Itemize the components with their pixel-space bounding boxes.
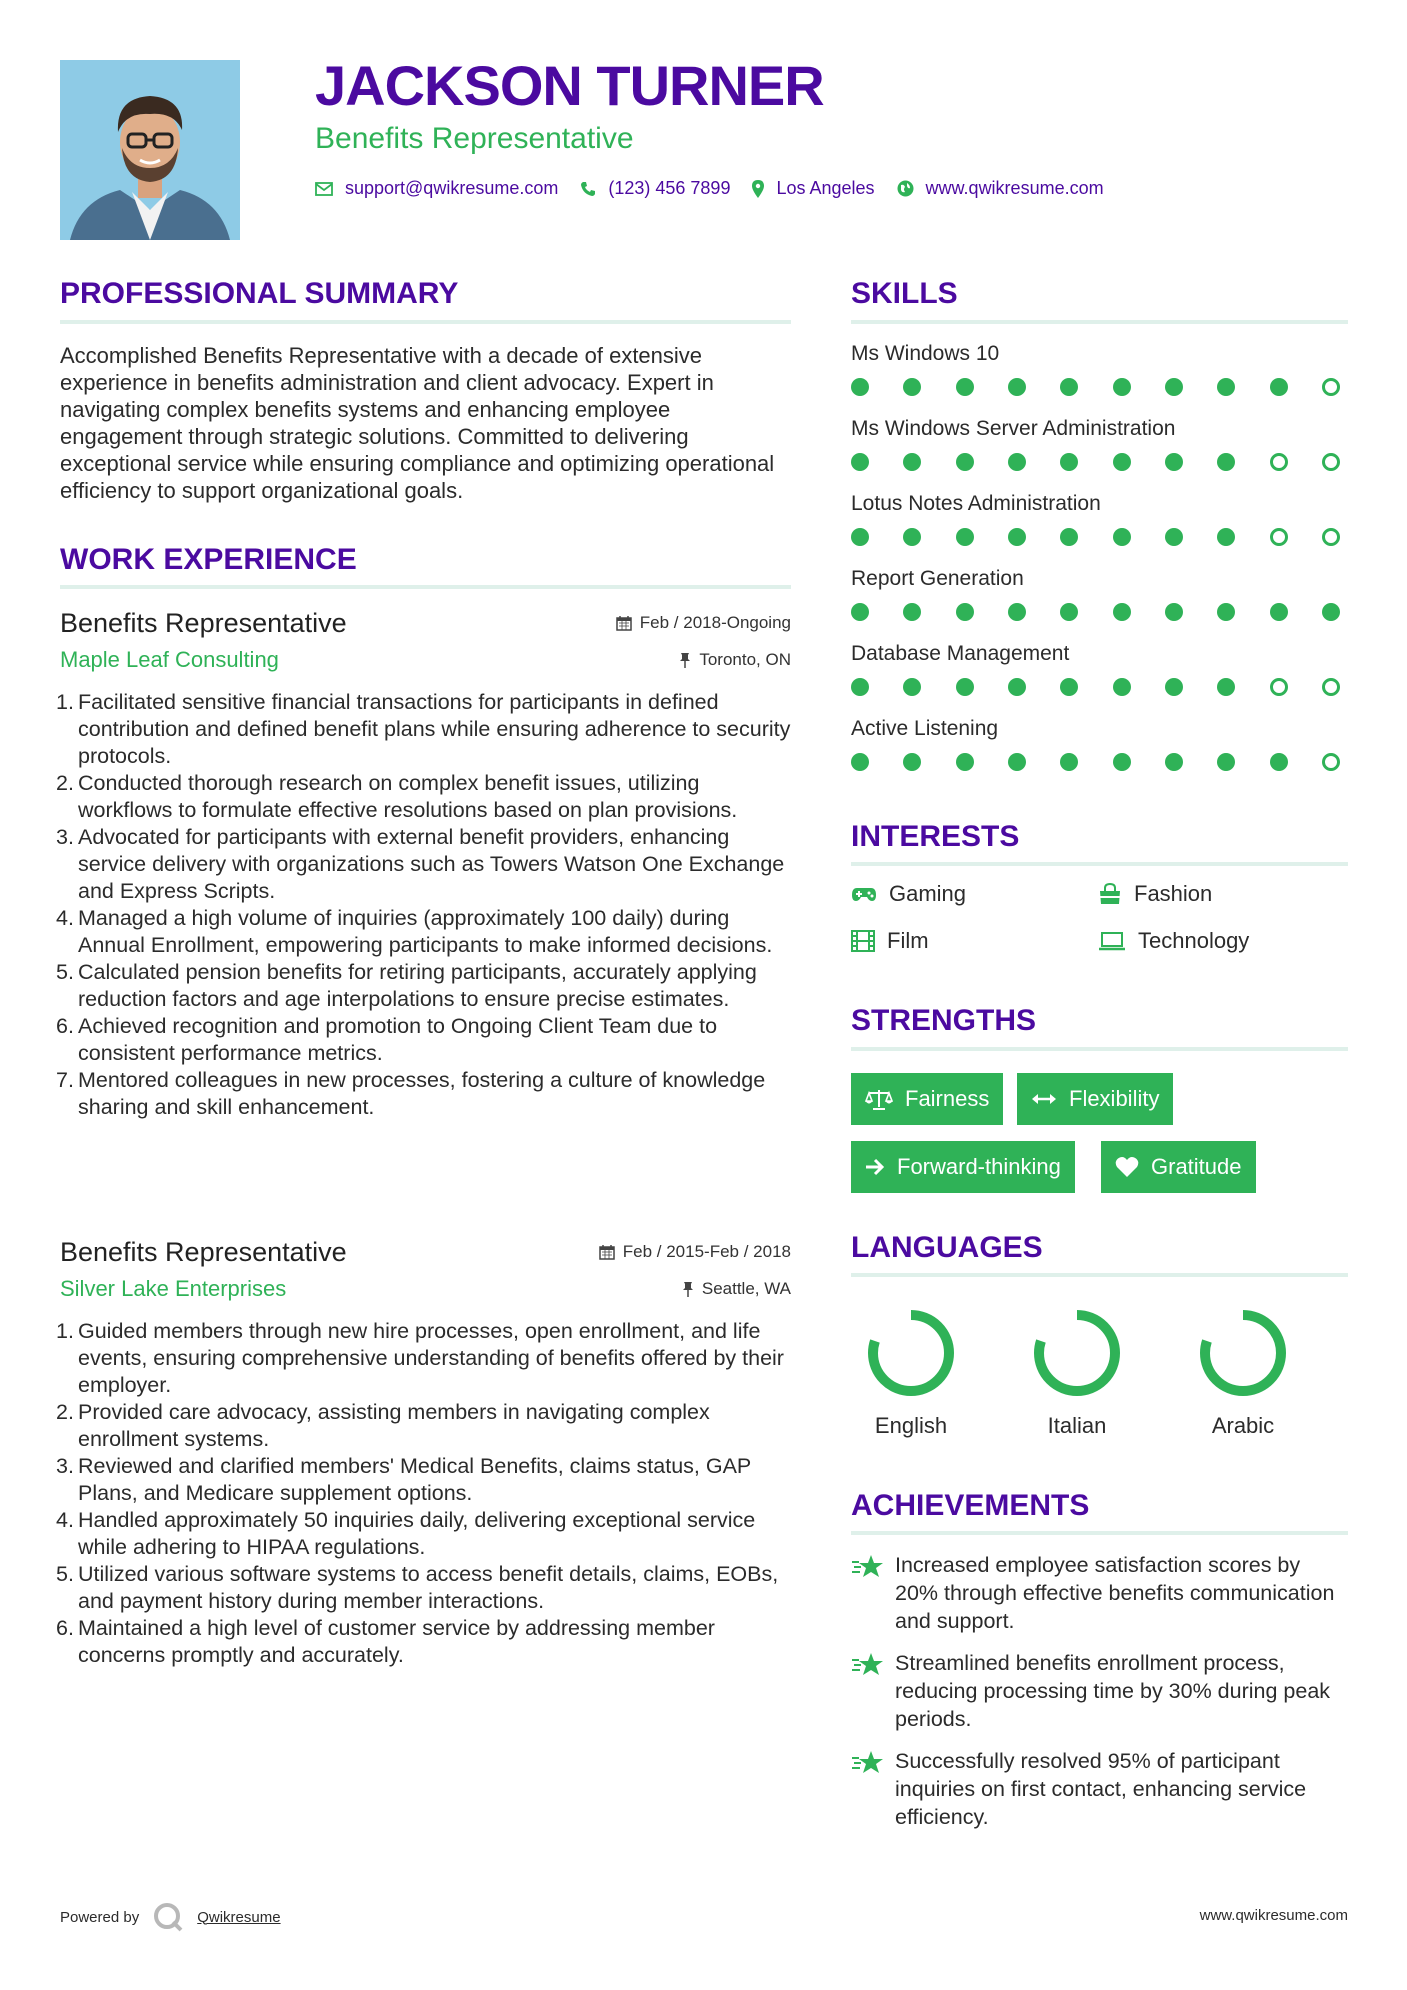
interest-item bbox=[1098, 881, 1212, 907]
skill-item bbox=[851, 417, 1348, 492]
skill-dot-filled bbox=[1270, 753, 1288, 771]
skill-rating bbox=[851, 453, 1340, 471]
strengths-heading: STRENGTHS bbox=[851, 1004, 1037, 1037]
contact-website[interactable] bbox=[897, 178, 1104, 199]
achievement-text: Increased employee satisfaction scores by 20% through effective benefits communication and support. bbox=[895, 1553, 1335, 1633]
job-bullet: 7. Mentored colleagues in new processes, fostering a culture of knowledge sharing and skill enhancement. bbox=[56, 1068, 766, 1119]
skill-dot-filled bbox=[956, 678, 974, 696]
pushpin-icon bbox=[679, 652, 691, 668]
skill-dot-filled bbox=[956, 528, 974, 546]
job-bullet: 1. Guided members through new hire processes, open enrollment, and life events, ensuring comprehensive understanding of benefits offered by their employer. bbox=[56, 1319, 784, 1397]
job-dates-text: Feb / 2018-Ongoing bbox=[639, 613, 791, 632]
interest-label: Gaming bbox=[889, 881, 967, 906]
contact-bar bbox=[315, 178, 1126, 199]
skill-item bbox=[851, 342, 1348, 417]
language-name: English bbox=[874, 1413, 948, 1438]
skill-name: Active Listening bbox=[851, 717, 999, 740]
candidate-title: Benefits Representative bbox=[315, 122, 634, 155]
contact-email[interactable] bbox=[315, 178, 558, 199]
skill-dot-filled bbox=[1060, 678, 1078, 696]
skill-dot-filled bbox=[1165, 603, 1183, 621]
skill-dot-filled bbox=[851, 753, 869, 771]
skill-dot-filled bbox=[851, 678, 869, 696]
powered-by-label: Powered by bbox=[60, 1908, 140, 1926]
achievement-item bbox=[851, 1551, 1348, 1635]
summary-divider bbox=[60, 320, 791, 324]
strength-badge bbox=[851, 1141, 1075, 1193]
strengths-divider bbox=[851, 1047, 1348, 1051]
skill-dot-filled bbox=[1165, 753, 1183, 771]
skill-dot-filled bbox=[851, 603, 869, 621]
skill-dot-filled bbox=[851, 378, 869, 396]
contact-email-text: support@qwikresume.com bbox=[345, 178, 559, 198]
heart-icon bbox=[1115, 1156, 1139, 1178]
skill-item bbox=[851, 642, 1348, 717]
skill-dot-filled bbox=[1008, 753, 1026, 771]
job-title: Benefits Representative bbox=[60, 607, 347, 638]
skill-dot-filled bbox=[1060, 453, 1078, 471]
skill-dot-filled bbox=[1113, 678, 1131, 696]
calendar-icon bbox=[616, 615, 632, 631]
contact-location bbox=[752, 178, 874, 199]
skill-dot-empty bbox=[1322, 453, 1340, 471]
interest-item bbox=[851, 928, 929, 954]
arrow-right-icon bbox=[865, 1158, 885, 1176]
skill-dot-empty bbox=[1270, 453, 1288, 471]
skill-dot-filled bbox=[1008, 528, 1026, 546]
language-item bbox=[1022, 1303, 1132, 1439]
pushpin-icon bbox=[682, 1281, 694, 1297]
language-name: Italian bbox=[1047, 1413, 1107, 1438]
language-ring-arc bbox=[1039, 1315, 1115, 1391]
interest-label: Technology bbox=[1138, 928, 1250, 953]
footer-site[interactable]: www.qwikresume.com bbox=[1199, 1907, 1348, 1924]
skills-heading: SKILLS bbox=[851, 277, 958, 310]
job-dates bbox=[599, 1242, 791, 1262]
contact-phone[interactable] bbox=[580, 178, 730, 199]
interest-label: Film bbox=[887, 928, 929, 953]
job-bullet: 2. Provided care advocacy, assisting members in navigating complex enrollment systems. bbox=[56, 1400, 710, 1451]
skill-dot-filled bbox=[1008, 678, 1026, 696]
skill-rating bbox=[851, 753, 1340, 771]
skill-dot-empty bbox=[1270, 678, 1288, 696]
job-bullet: 6. Maintained a high level of customer service by addressing member concerns promptly and accurately. bbox=[56, 1616, 715, 1667]
interest-item bbox=[851, 881, 966, 907]
job-bullet: 5. Calculated pension benefits for retiring participants, accurately applying reduction factors and age interpolations to ensure precise estimates. bbox=[56, 960, 757, 1011]
skill-rating bbox=[851, 378, 1340, 396]
skill-item bbox=[851, 717, 1348, 792]
skill-dot-filled bbox=[903, 753, 921, 771]
achievement-text: Streamlined benefits enrollment process, reducing processing time by 30% during peak periods. bbox=[895, 1651, 1331, 1731]
job-company: Maple Leaf Consulting bbox=[60, 647, 279, 672]
skill-dot-filled bbox=[1060, 603, 1078, 621]
strength-label: Fairness bbox=[905, 1086, 990, 1111]
interests-heading: INTERESTS bbox=[851, 820, 1020, 853]
job-location-text: Seattle, WA bbox=[701, 1279, 791, 1298]
job-bullets bbox=[56, 1318, 791, 1669]
skill-dot-filled bbox=[1217, 453, 1235, 471]
laptop-icon bbox=[1098, 931, 1126, 951]
achievement-item bbox=[851, 1747, 1348, 1831]
skill-dot-empty bbox=[1322, 753, 1340, 771]
skill-dot-filled bbox=[1008, 603, 1026, 621]
job-dates bbox=[616, 613, 791, 633]
strength-label: Gratitude bbox=[1151, 1154, 1242, 1179]
skill-dot-filled bbox=[1217, 378, 1235, 396]
interest-label: Fashion bbox=[1134, 881, 1213, 906]
skill-dot-filled bbox=[1113, 753, 1131, 771]
achievements-divider bbox=[851, 1531, 1348, 1535]
skill-dot-filled bbox=[851, 528, 869, 546]
skill-dot-filled bbox=[1270, 603, 1288, 621]
skill-dot-filled bbox=[903, 678, 921, 696]
skill-dot-filled bbox=[1060, 753, 1078, 771]
skill-rating bbox=[851, 528, 1340, 546]
strength-badge bbox=[1101, 1141, 1256, 1193]
language-ring-arc bbox=[1205, 1315, 1281, 1391]
phone-icon bbox=[580, 181, 596, 197]
skill-dot-filled bbox=[956, 453, 974, 471]
languages-heading: LANGUAGES bbox=[851, 1231, 1043, 1264]
skill-dot-filled bbox=[1113, 453, 1131, 471]
language-item bbox=[1188, 1303, 1298, 1439]
star-icon bbox=[851, 1651, 885, 1679]
job-bullet: 5. Utilized various software systems to access benefit details, claims, EOBs, and payment history during member interactions. bbox=[56, 1562, 779, 1613]
skill-dot-filled bbox=[1113, 603, 1131, 621]
job-bullets bbox=[56, 689, 791, 1121]
skill-dot-filled bbox=[1165, 453, 1183, 471]
skill-dot-filled bbox=[851, 453, 869, 471]
job-company: Silver Lake Enterprises bbox=[60, 1276, 287, 1301]
job-bullet: 3. Reviewed and clarified members' Medical Benefits, claims status, GAP Plans, and Medicare supplement options. bbox=[56, 1454, 751, 1505]
gamepad-icon bbox=[851, 885, 877, 903]
globe-icon bbox=[897, 180, 914, 197]
job-bullet: 4. Managed a high volume of inquiries (approximately 100 daily) during Annual Enrollment, empowering participants to make informed decisions. bbox=[56, 906, 773, 957]
contact-phone-text: (123) 456 7899 bbox=[608, 178, 731, 198]
skill-name: Database Management bbox=[851, 642, 1070, 665]
skill-dot-empty bbox=[1322, 378, 1340, 396]
skills-divider bbox=[851, 320, 1348, 324]
language-name: Arabic bbox=[1211, 1413, 1275, 1438]
achievement-text: Successfully resolved 95% of participant inquiries on first contact, enhancing service efficiency. bbox=[895, 1749, 1307, 1829]
skill-dot-filled bbox=[1008, 378, 1026, 396]
job-bullet: 1. Facilitated sensitive financial transactions for participants in defined contribution and defined benefit plans while ensuring adherence to security protocols. bbox=[56, 690, 791, 768]
skill-dot-filled bbox=[1113, 378, 1131, 396]
skill-name: Ms Windows 10 bbox=[851, 342, 1000, 365]
strength-label: Flexibility bbox=[1069, 1086, 1160, 1111]
arrows-horizontal-icon bbox=[1031, 1092, 1057, 1106]
skill-dot-filled bbox=[1165, 678, 1183, 696]
skills-list bbox=[851, 342, 1348, 792]
balance-scale-icon bbox=[865, 1088, 893, 1110]
contact-website-text: www.qwikresume.com bbox=[925, 178, 1104, 198]
strength-badge bbox=[851, 1073, 1003, 1125]
skill-dot-filled bbox=[903, 378, 921, 396]
strength-label: Forward-thinking bbox=[897, 1154, 1061, 1179]
summary-text: Accomplished Benefits Representative with a decade of extensive experience in benefits administration and client advocacy. Expert in navigating complex benefits systems and enhancing employee engagement through strategic solutions. Committed to delivering exceptional service while ensuring compliance and optimizing operational efficiency to support organizational goals. bbox=[60, 343, 775, 503]
language-ring-arc bbox=[873, 1315, 949, 1391]
interest-item bbox=[1098, 928, 1249, 954]
language-ring bbox=[1188, 1303, 1298, 1413]
map-marker-icon bbox=[752, 180, 764, 198]
job-location bbox=[682, 1279, 791, 1299]
skill-dot-filled bbox=[1165, 378, 1183, 396]
skill-name: Report Generation bbox=[851, 567, 1024, 590]
job-bullet: 4. Handled approximately 50 inquiries daily, delivering exceptional service while adhering to HIPAA regulations. bbox=[56, 1508, 756, 1559]
achievements-list bbox=[851, 1551, 1348, 1831]
film-icon bbox=[851, 930, 875, 952]
brand-link[interactable]: Qwikresume bbox=[197, 1908, 281, 1926]
skill-dot-filled bbox=[903, 453, 921, 471]
star-icon bbox=[851, 1749, 885, 1777]
skill-rating bbox=[851, 678, 1340, 696]
summary-heading: PROFESSIONAL SUMMARY bbox=[60, 277, 459, 310]
job-location-text: Toronto, ON bbox=[699, 650, 791, 669]
experience-heading: WORK EXPERIENCE bbox=[60, 543, 357, 576]
skill-dot-filled bbox=[1217, 528, 1235, 546]
skill-dot-filled bbox=[1217, 753, 1235, 771]
language-item bbox=[856, 1303, 966, 1439]
skill-name: Lotus Notes Administration bbox=[851, 492, 1101, 515]
star-icon bbox=[851, 1553, 885, 1581]
skill-dot-empty bbox=[1270, 528, 1288, 546]
skill-dot-empty bbox=[1322, 678, 1340, 696]
job-bullet: 3. Advocated for participants with external benefit providers, enhancing service delivery with organizations such as Towers Watson One Exchange and Express Scripts. bbox=[56, 825, 785, 903]
skill-dot-filled bbox=[1322, 603, 1340, 621]
strength-badge bbox=[1017, 1073, 1173, 1125]
skill-dot-filled bbox=[956, 753, 974, 771]
job-dates-text: Feb / 2015-Feb / 2018 bbox=[622, 1242, 791, 1261]
languages-divider bbox=[851, 1273, 1348, 1277]
interests-divider bbox=[851, 862, 1348, 866]
skill-dot-filled bbox=[956, 603, 974, 621]
skill-item bbox=[851, 492, 1348, 567]
calendar-icon bbox=[599, 1244, 615, 1260]
skill-dot-filled bbox=[956, 378, 974, 396]
job-bullet: 2. Conducted thorough research on complex benefit issues, utilizing workflows to formulate effective resolutions based on plan provisions. bbox=[56, 771, 738, 822]
language-ring bbox=[856, 1303, 966, 1413]
skill-dot-filled bbox=[1217, 678, 1235, 696]
qwikresume-logo-icon bbox=[153, 1902, 183, 1932]
skill-dot-filled bbox=[1008, 453, 1026, 471]
skill-item bbox=[851, 567, 1348, 642]
skill-dot-filled bbox=[1270, 378, 1288, 396]
experience-divider bbox=[60, 585, 791, 589]
skill-dot-empty bbox=[1322, 528, 1340, 546]
language-ring bbox=[1022, 1303, 1132, 1413]
skill-dot-filled bbox=[1217, 603, 1235, 621]
job-bullet: 6. Achieved recognition and promotion to Ongoing Client Team due to consistent performance metrics. bbox=[56, 1014, 718, 1065]
job-title: Benefits Representative bbox=[60, 1236, 347, 1267]
achievements-heading: ACHIEVEMENTS bbox=[851, 1489, 1090, 1522]
achievement-item bbox=[851, 1649, 1348, 1733]
skill-dot-filled bbox=[1060, 528, 1078, 546]
contact-location-text: Los Angeles bbox=[776, 178, 875, 198]
envelope-icon bbox=[315, 182, 333, 196]
footer-powered bbox=[60, 1902, 281, 1932]
shopping-bag-icon bbox=[1098, 883, 1122, 905]
skill-dot-filled bbox=[1165, 528, 1183, 546]
skill-dot-filled bbox=[903, 528, 921, 546]
skill-rating bbox=[851, 603, 1340, 621]
skill-name: Ms Windows Server Administration bbox=[851, 417, 1176, 440]
profile-photo bbox=[60, 60, 240, 240]
job-location bbox=[679, 650, 791, 670]
job-entry bbox=[56, 1236, 791, 1669]
skill-dot-filled bbox=[1113, 528, 1131, 546]
skill-dot-filled bbox=[1060, 378, 1078, 396]
candidate-name: JACKSON TURNER bbox=[315, 54, 824, 117]
job-entry bbox=[56, 607, 791, 1121]
skill-dot-filled bbox=[903, 603, 921, 621]
